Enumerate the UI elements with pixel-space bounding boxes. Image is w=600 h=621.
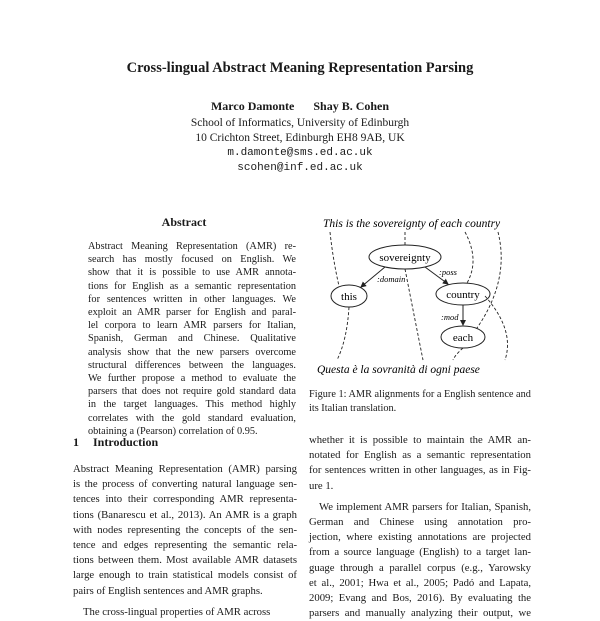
affiliation-block	[0, 116, 600, 176]
abstract-line: search has mostly focused on English. We	[88, 254, 296, 266]
body-line: We implement AMR parsers for Italian, Spanish,	[319, 500, 531, 513]
email: scohen@inf.ed.ac.uk	[237, 162, 363, 174]
body-line: whether it is possible to maintain the AMR an-	[309, 434, 531, 446]
abstract-line: in the target languages. This method highly	[88, 399, 296, 411]
body-line: German and Chinese using annotation pro-	[309, 516, 531, 529]
figure-caption	[309, 388, 531, 415]
abstract-heading: Abstract	[161, 215, 207, 229]
body-line: for sentences written in other languages, as in Fig-	[309, 464, 531, 477]
intro-paragraph	[73, 462, 297, 620]
abstract-line: correlates with the gold standard evaluation,	[88, 412, 296, 424]
edge-mod-label: :mod	[441, 312, 459, 322]
body-line: tences into their corresponding AMR representa-	[73, 493, 297, 506]
abstract-line: exploit an AMR parser for English and paral-	[88, 307, 296, 319]
author-name: Shay B. Cohen	[313, 99, 390, 113]
section-heading	[73, 435, 158, 450]
amr-graph	[305, 210, 535, 380]
node-sovereignty-label: sovereignty	[379, 252, 431, 264]
abstract-line: Spanish, German and Chinese. Qualitative	[88, 333, 296, 345]
caption-line: its Italian translation.	[309, 402, 397, 414]
email: m.damonte@sms.ed.ac.uk	[227, 147, 373, 159]
author-name: Marco Damonte	[210, 99, 295, 113]
section-number: 1	[73, 435, 79, 449]
abstract-line: We further propose a method to evaluate the	[88, 373, 296, 385]
body-line: notated for English as a semantic representation	[309, 449, 531, 462]
body-line: from a source language (English) to a target lan-	[309, 546, 531, 559]
italian-sentence: Questa è la sovranità di ogni paese	[317, 364, 480, 376]
body-line: tions between them. Most available AMR datasets	[73, 554, 297, 567]
abstract-line: parsers that does not require gold standard data	[88, 386, 296, 398]
english-sentence: This is the sovereignty of each country	[323, 218, 501, 230]
edge-poss-label: :poss	[439, 267, 457, 277]
affiliation-line: School of Informatics, University of Edinburgh	[190, 117, 410, 129]
column-two-text	[309, 433, 531, 621]
body-line: ure 1.	[309, 479, 334, 492]
abstract-line: structural differences between the languages.	[88, 359, 296, 371]
body-line: 2009; Evang and Bos, 2016). By evaluating the	[309, 592, 531, 605]
abstract-line: analysis show that the new parsers overcome	[88, 346, 296, 358]
node-each-label: each	[452, 332, 474, 344]
body-line: Abstract Meaning Representation (AMR) parsing	[73, 463, 297, 475]
body-line: tence and edges representing the semantic rela-	[73, 539, 297, 552]
body-line: is the process of converting natural language sen-	[73, 478, 297, 491]
body-line: The cross-lingual properties of AMR across	[83, 605, 271, 618]
author-list	[0, 99, 600, 114]
body-line: pairs of English sentences and AMR graphs.	[73, 584, 263, 597]
abstract-body	[88, 240, 296, 438]
section-title: Introduction	[93, 435, 159, 449]
body-line: parsers and manually analyzing their output, we	[309, 607, 531, 620]
body-line: with nodes representing the concepts of the sen-	[73, 523, 297, 536]
body-line: et al., 2001; Hwa et al., 2005; Padó and Lapata,	[309, 576, 531, 589]
abstract-line: tions for English as a semantic representation	[88, 280, 296, 292]
abstract-line: obtaining a (Pearson) correlation of 0.95.	[88, 425, 258, 437]
abstract-line: show that it is possible to use AMR annota-	[88, 267, 296, 279]
affiliation-line: 10 Crichton Street, Edinburgh EH8 9AB, UK	[195, 132, 405, 144]
body-line: guage through a parallel corpus (e.g., Yarowsky	[309, 561, 531, 574]
abstract-line: lel corpora to learn AMR parsers for Italian,	[88, 320, 296, 332]
paper-title: Cross-lingual Abstract Meaning Representation Parsing	[126, 60, 474, 76]
node-this-label: this	[341, 291, 357, 303]
abstract-line: Abstract Meaning Representation (AMR) re-	[88, 241, 296, 252]
body-line: jection, where existing annotations are projected	[309, 531, 531, 544]
node-country-label: country	[446, 289, 480, 301]
caption-line: Figure 1: AMR alignments for a English sentence and	[309, 389, 531, 400]
abstract-line: for sentences written in other languages. We	[88, 293, 296, 305]
body-line: tions (Banarescu et al., 2013). An AMR is a graph	[73, 508, 297, 521]
figure-amr-graph	[305, 210, 535, 385]
body-line: large enough to train statistical models consist of	[73, 569, 297, 582]
edge-domain-label: :domain	[377, 274, 406, 284]
